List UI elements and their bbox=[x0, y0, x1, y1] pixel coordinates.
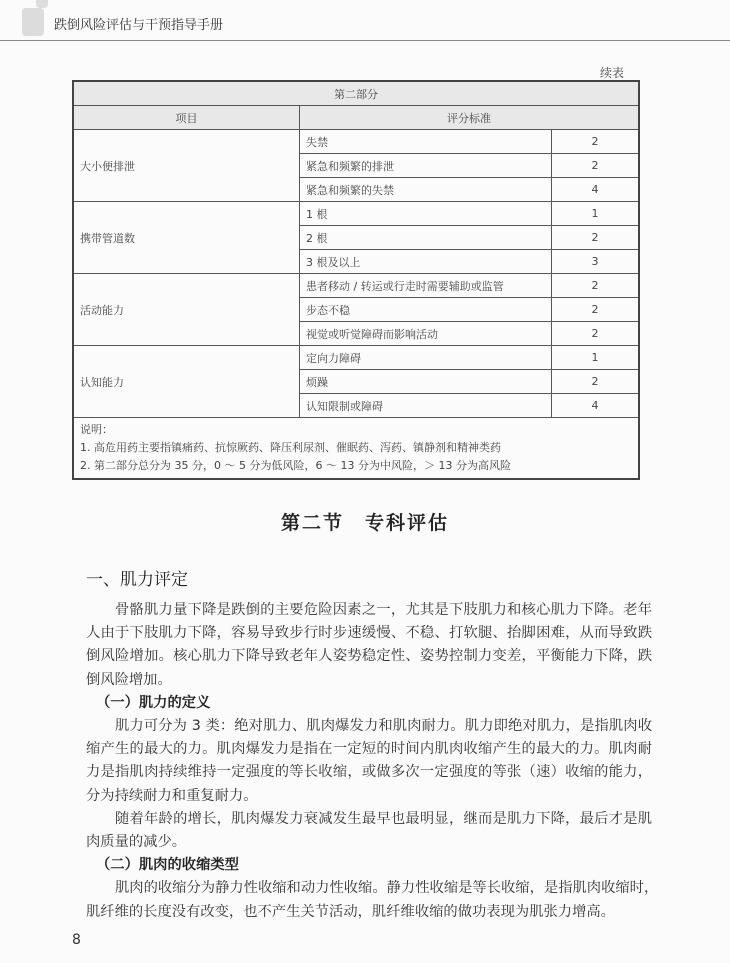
table-row bbox=[73, 130, 639, 154]
heading: 一、肌力评定 bbox=[86, 570, 188, 590]
table-row bbox=[73, 346, 639, 370]
paragraph-line: 肉质量的减少。 bbox=[86, 834, 187, 851]
criteria-cell: 3 根及以上 bbox=[300, 250, 552, 274]
scoring-table bbox=[72, 80, 640, 480]
paragraph-line: 缩产生的最大的力。肌肉爆发力是指在一定短的时间内肌肉收缩产生的最大的力。肌肉耐 bbox=[86, 741, 652, 758]
paragraph-line: 肌力可分为 3 类：绝对肌力、肌肉爆发力和肌肉耐力。肌力即绝对肌力，是指肌肉收 bbox=[115, 718, 652, 735]
criteria-cell: 烦躁 bbox=[300, 370, 552, 394]
page-number: 8 bbox=[72, 932, 81, 948]
criteria-cell: 紧急和频繁的排泄 bbox=[300, 154, 552, 178]
criteria-cell: 步态不稳 bbox=[300, 298, 552, 322]
score-cell: 1 bbox=[552, 346, 640, 370]
note-line: 1. 高危用药主要指镇痛药、抗惊厥药、降压利尿剂、催眠药、泻药、镇静剂和精神类药 bbox=[80, 441, 501, 454]
paragraph-line: 分为持续耐力和重复耐力。 bbox=[86, 787, 258, 804]
score-cell: 2 bbox=[552, 154, 640, 178]
criteria-cell: 定向力障碍 bbox=[300, 346, 552, 370]
score-cell: 2 bbox=[552, 370, 640, 394]
criteria-cell: 2 根 bbox=[300, 226, 552, 250]
score-cell: 4 bbox=[552, 178, 640, 202]
header-decoration bbox=[22, 8, 44, 36]
section-title: 第二节 专科评估 bbox=[280, 512, 449, 534]
running-title: 跌倒风险评估与干预指导手册 bbox=[54, 18, 224, 33]
body-text bbox=[86, 599, 659, 924]
item-cell: 携带管道数 bbox=[73, 202, 300, 274]
criteria-cell: 视觉或听觉障碍而影响活动 bbox=[300, 322, 552, 346]
note-line: 说明： bbox=[80, 423, 113, 436]
table-row bbox=[73, 274, 639, 298]
header-decoration bbox=[36, 0, 48, 8]
score-cell: 2 bbox=[552, 130, 640, 154]
criteria-cell: 1 根 bbox=[300, 202, 552, 226]
paragraph-line: 骨骼肌力量下降是跌倒的主要危险因素之一，尤其是下肢肌力和核心肌力下降。老年 bbox=[115, 602, 652, 618]
score-cell: 4 bbox=[552, 394, 640, 418]
subheading: （二）肌肉的收缩类型 bbox=[96, 857, 239, 874]
score-cell: 3 bbox=[552, 250, 640, 274]
item-cell: 活动能力 bbox=[73, 274, 300, 346]
paragraph-line: 人由于下肢肌力下降，容易导致步行时步速缓慢、不稳、打软腿、抬脚困难，从而导致跌 bbox=[86, 625, 652, 642]
score-cell: 1 bbox=[552, 202, 640, 226]
score-cell: 2 bbox=[552, 226, 640, 250]
paragraph-line: 肌纤维的长度没有改变，也不产生关节活动，肌纤维收缩的做功表现为肌张力增高。 bbox=[86, 903, 615, 920]
paragraph-line: 肌肉的收缩分为静力性收缩和动力性收缩。静力性收缩是等长收缩，是指肌肉收缩时， bbox=[115, 880, 659, 897]
score-cell: 2 bbox=[552, 322, 640, 346]
score-cell: 2 bbox=[552, 274, 640, 298]
criteria-cell: 紧急和频繁的失禁 bbox=[300, 178, 552, 202]
table-row bbox=[73, 202, 639, 226]
col-header-criteria: 评分标准 bbox=[300, 106, 640, 130]
part-title: 第二部分 bbox=[73, 81, 639, 106]
table-notes bbox=[73, 418, 639, 480]
continued-label: 续表 bbox=[600, 66, 625, 80]
subheading: （一）肌力的定义 bbox=[96, 694, 211, 711]
paragraph-line: 倒风险增加。 bbox=[86, 671, 172, 688]
criteria-cell: 失禁 bbox=[300, 130, 552, 154]
criteria-cell: 认知限制或障碍 bbox=[300, 394, 552, 418]
criteria-cell: 患者移动 / 转运或行走时需要辅助或监管 bbox=[300, 274, 552, 298]
item-cell: 认知能力 bbox=[73, 346, 300, 418]
item-cell: 大小便排泄 bbox=[73, 130, 300, 202]
col-header-item: 项目 bbox=[73, 106, 300, 130]
score-cell: 2 bbox=[552, 298, 640, 322]
paragraph-line: 力是指肌肉持续维持一定强度的等长收缩，或做多次一定强度的等张（速）收缩的能力， bbox=[86, 764, 652, 781]
header-rule bbox=[0, 40, 730, 41]
paragraph-line: 随着年龄的增长，肌肉爆发力衰减发生最早也最明显，继而是肌力下降，最后才是肌 bbox=[115, 810, 652, 827]
paragraph-line: 倒风险增加。核心肌力下降导致老年人姿势稳定性、姿势控制力变差，平衡能力下降，跌 bbox=[86, 648, 652, 665]
note-line: 2. 第二部分总分为 35 分，0 ～ 5 分为低风险，6 ～ 13 分为中风险，＞ 13 分为高风险 bbox=[80, 459, 511, 472]
